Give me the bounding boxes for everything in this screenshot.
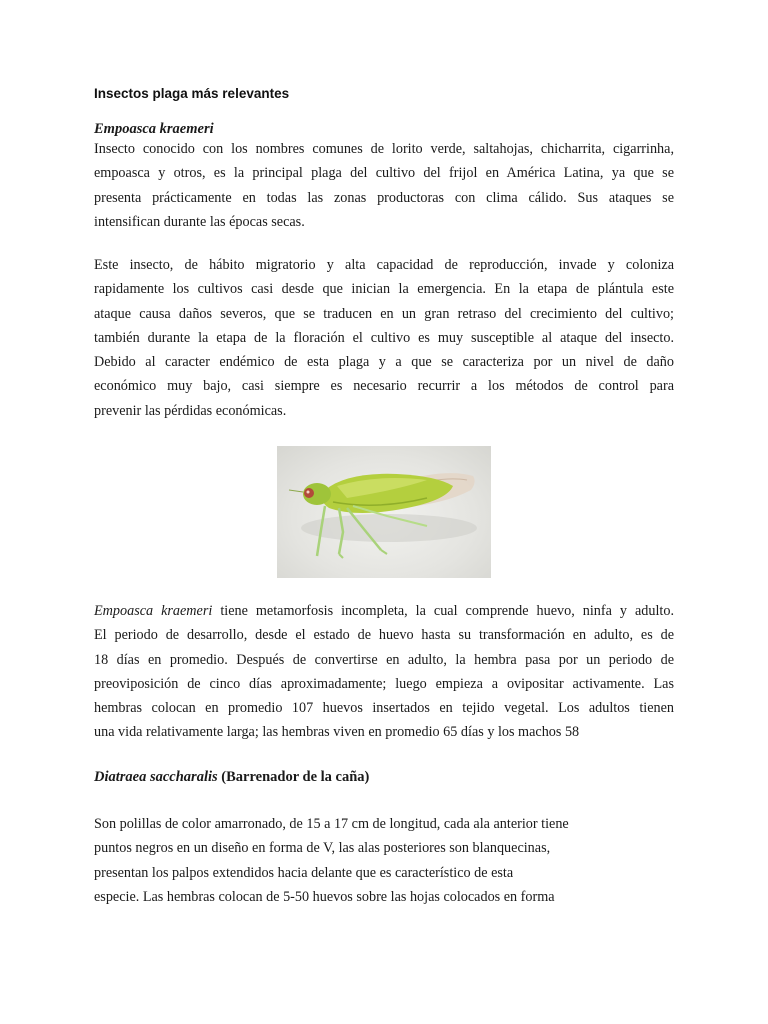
paragraph-empoasca-habit (94, 253, 674, 423)
species-name: Empoasca kraemeri (94, 603, 213, 619)
paragraph-diatraea-description (94, 812, 674, 909)
text-line: ataque causa daños severos, que se traducen en un gran retraso del crecimiento del cultivo; (94, 305, 674, 322)
text-line: económico muy bajo, casi siempre es necesario recurrir a los métodos de control para (94, 378, 674, 395)
text-line: empoasca y otros, es la principal plaga del cultivo del frijol en América Latina, ya que se (94, 165, 674, 182)
text-line: una vida relativamente larga; las hembras viven en promedio 65 días y los machos 58 (94, 724, 580, 741)
section-title-empoasca: Empoasca kraemeri (94, 121, 214, 137)
text-line: El periodo de desarrollo, desde el estado de huevo hasta su transformación en adulto, es de (94, 627, 674, 644)
paragraph-empoasca-development (94, 599, 674, 745)
text-line: Son polillas de color amarronado, de 15 a 17 cm de longitud, cada ala anterior tiene (94, 816, 569, 832)
text-line: prevenir las pérdidas económicas. (94, 402, 287, 419)
section-title-diatraea (94, 769, 369, 786)
leafhopper-photo (277, 446, 491, 578)
text-line (94, 599, 674, 623)
text-line: puntos negros en un diseño en forma de V, las alas posteriores son blanquecinas, (94, 840, 551, 857)
text-line: preoviposición de cinco días aproximadamente; luego empieza a ovipositar activamente. Las (94, 675, 674, 692)
text-line: Este insecto, de hábito migratorio y alta capacidad de reproducción, invade y coloniza (94, 257, 674, 273)
text-line: también durante la etapa de la floración el cultivo es muy susceptible al ataque del insecto. (94, 329, 674, 346)
text-line: especie. Las hembras colocan de 5-50 huevos sobre las hojas colocados en forma (94, 888, 555, 905)
paragraph-empoasca-intro (94, 137, 674, 234)
text-line: rapidamente los cultivos casi desde que inician la emergencia. En la etapa de plántula este (94, 281, 674, 298)
text-line: presentan los palpos extendidos hacia delante que es característico de esta (94, 864, 514, 881)
text-line: hembras colocan en promedio 107 huevos insertados en tejido vegetal. Los adultos tienen (94, 700, 674, 717)
text-line: intensifican durante las épocas secas. (94, 213, 305, 230)
section-title-species: Diatraea saccharalis (94, 769, 218, 785)
text-run: tiene metamorfosis incompleta, la cual comprende huevo, ninfa y adulto. (212, 603, 675, 619)
text-line: presenta prácticamente en todas las zonas productoras con clima cálido. Sus ataques se (94, 189, 674, 206)
document-heading: Insectos plaga más relevantes (94, 86, 290, 101)
text-line: Insecto conocido con los nombres comunes de lorito verde, saltahojas, chicharrita, cigarrinha, (94, 141, 674, 157)
section-title-common-name: (Barrenador de la caña) (217, 769, 370, 785)
text-line: Debido al caracter endémico de esta plaga y a que se caracteriza por un nivel de daño (94, 354, 674, 371)
text-line: 18 días en promedio. Después de convertirse en adulto, la hembra pasa por un periodo de (94, 651, 674, 668)
